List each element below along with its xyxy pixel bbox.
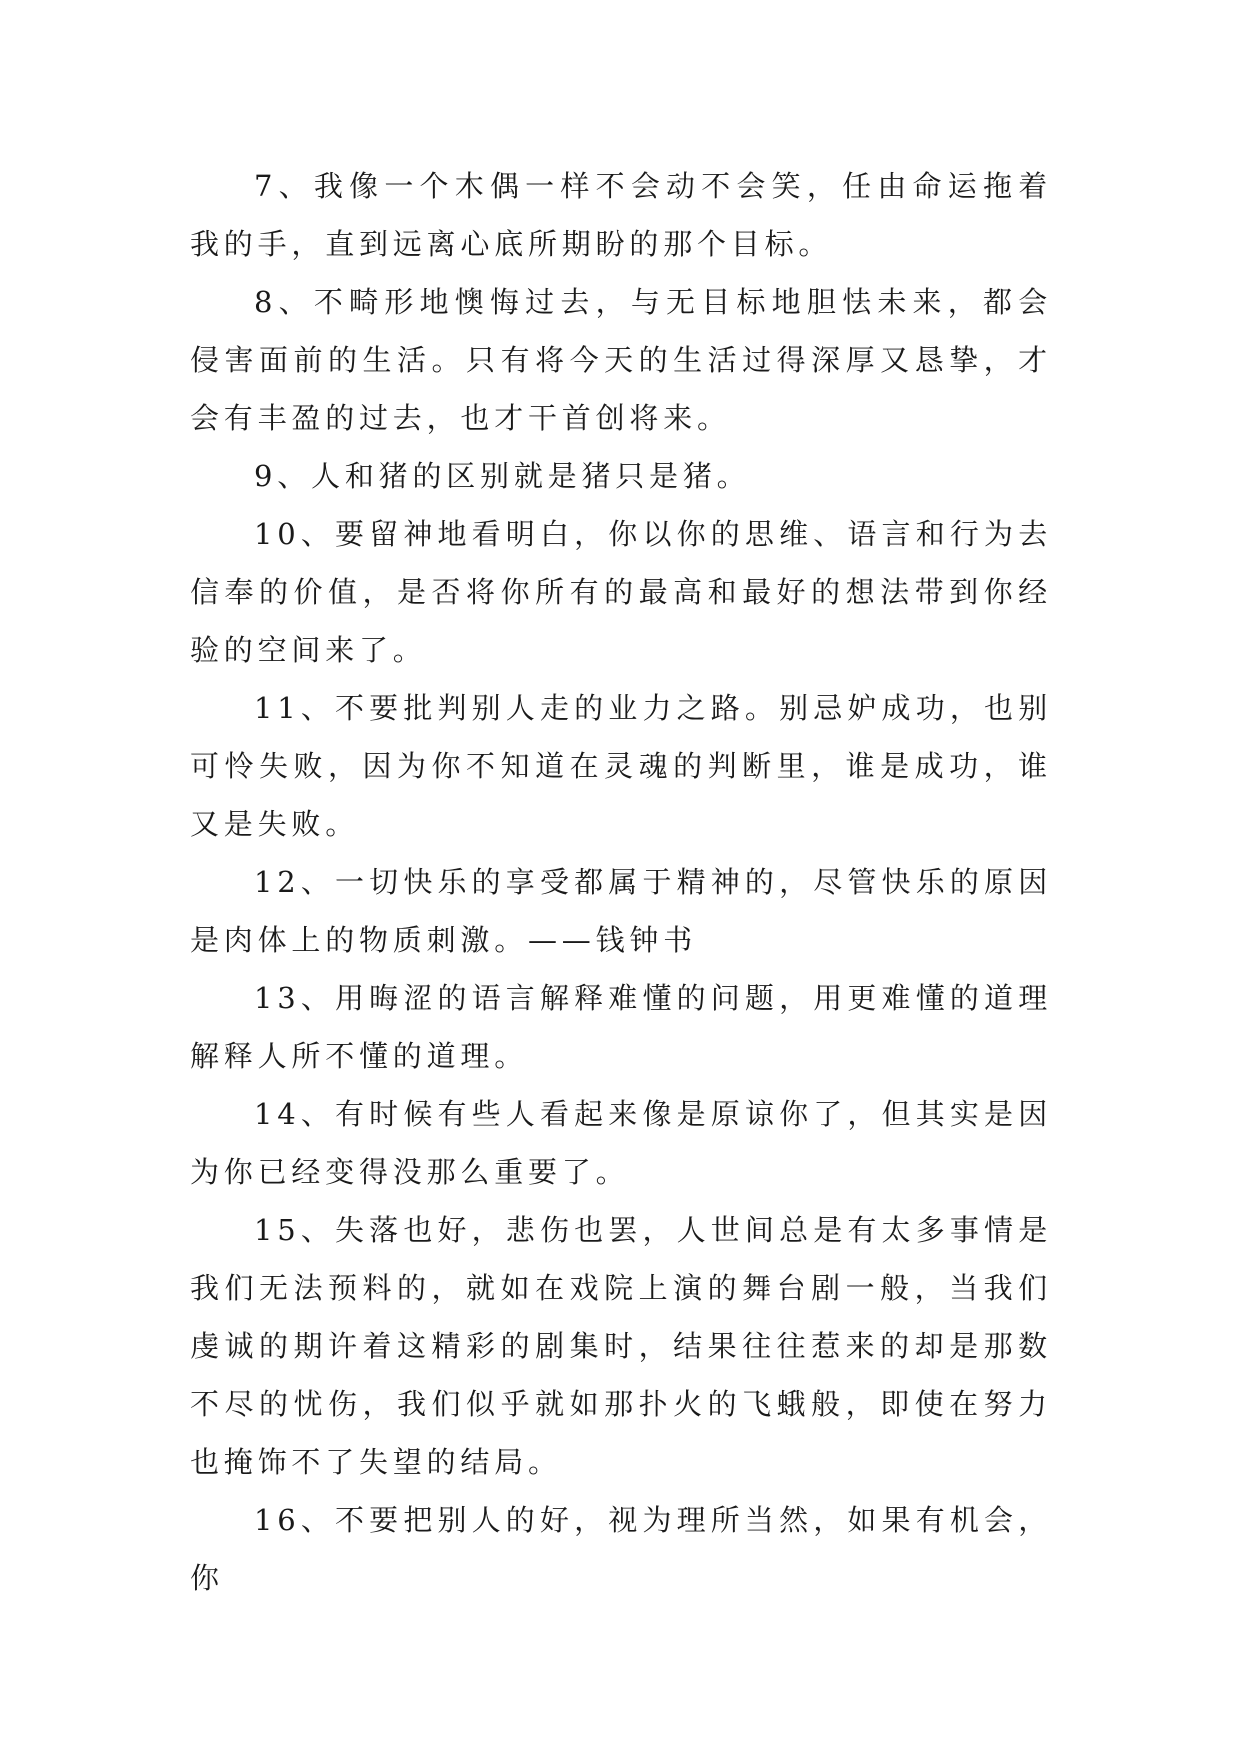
paragraph-8: 8、不畸形地懊悔过去，与无目标地胆怯未来，都会侵害面前的生活。只有将今天的生活过得深厚又恳挚，才会有丰盈的过去，也才干首创将来。 <box>190 285 1052 435</box>
paragraph-12: 12、一切快乐的享受都属于精神的，尽管快乐的原因是肉体上的物质刺激。——钱钟书 <box>190 865 1052 957</box>
paragraph-15: 15、失落也好，悲伤也罢，人世间总是有太多事情是我们无法预料的，就如在戏院上演的舞台剧一般，当我们虔诚的期许着这精彩的剧集时，结果往往惹来的却是那数不尽的忧伤，我们似乎就如那扑火的飞蛾般，即使在努力也掩饰不了失望的结局。 <box>190 1213 1052 1479</box>
paragraph-11: 11、不要批判别人走的业力之路。别忌妒成功，也别可怜失败，因为你不知道在灵魂的判断里，谁是成功，谁又是失败。 <box>190 691 1052 841</box>
paragraph-9: 9、人和猪的区别就是猪只是猪。 <box>254 459 751 493</box>
document-body <box>190 157 1052 1607</box>
paragraph-16: 16、不要把别人的好，视为理所当然，如果有机会，你 <box>190 1503 1052 1595</box>
paragraph-10: 10、要留神地看明白，你以你的思维、语言和行为去信奉的价值，是否将你所有的最高和最好的想法带到你经验的空间来了。 <box>190 517 1052 667</box>
paragraph-7: 7、我像一个木偶一样不会动不会笑，任由命运拖着我的手，直到远离心底所期盼的那个目标。 <box>190 169 1052 261</box>
paragraph-14: 14、有时候有些人看起来像是原谅你了，但其实是因为你已经变得没那么重要了。 <box>190 1097 1052 1189</box>
paragraph-13: 13、用晦涩的语言解释难懂的问题，用更难懂的道理解释人所不懂的道理。 <box>190 981 1052 1073</box>
